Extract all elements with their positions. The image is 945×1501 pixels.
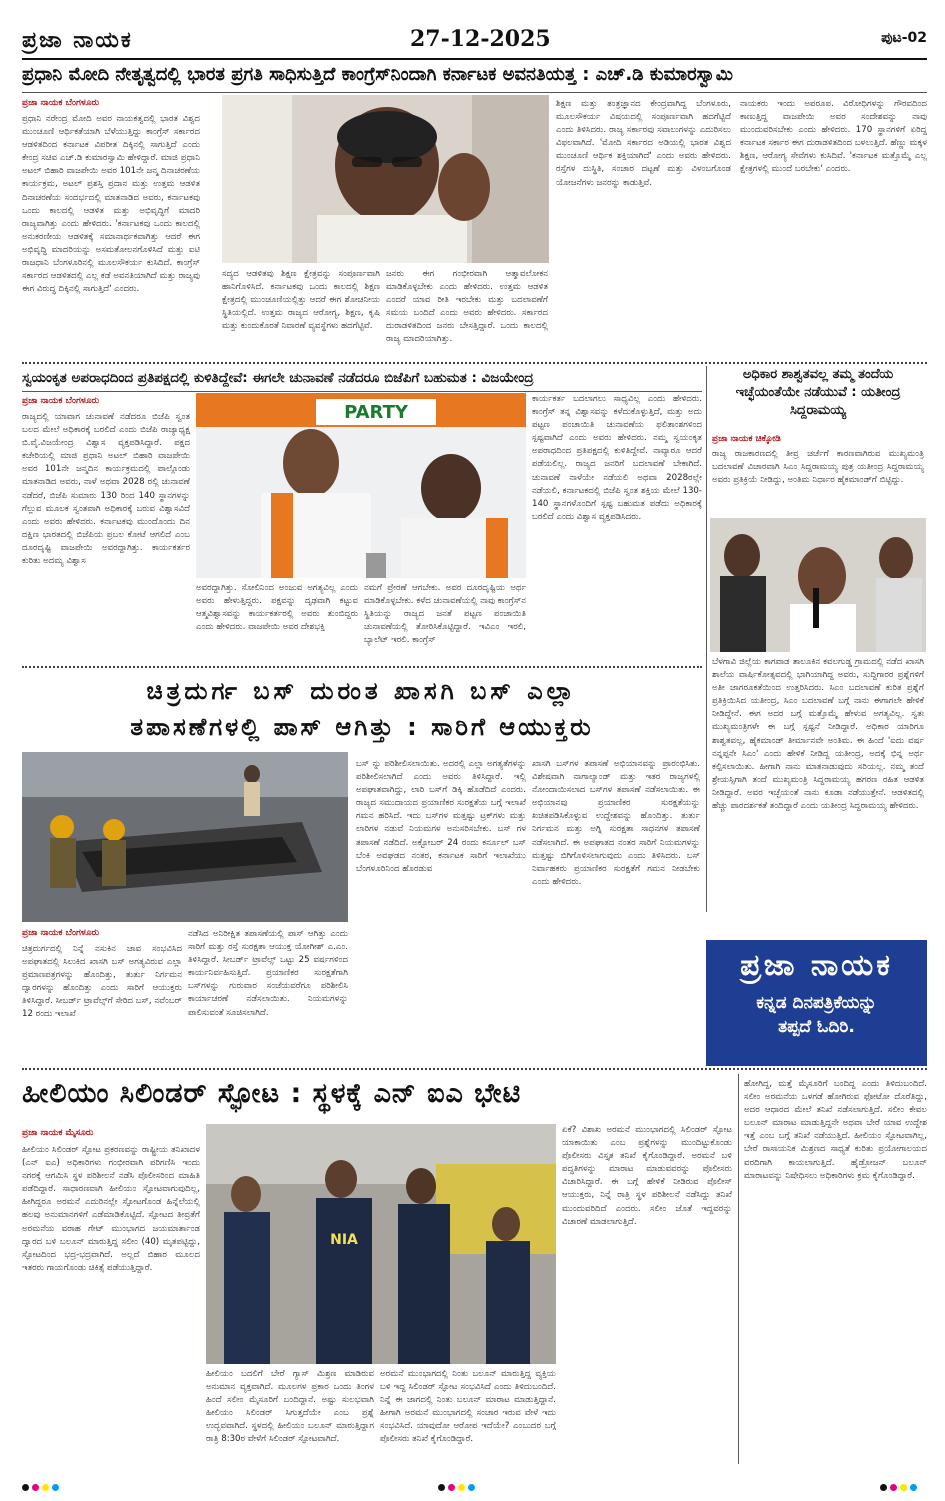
article3-dateline: ಪ್ರಜಾ ನಾಯಕ ಚಿಕ್ಕೋಡಿ: [712, 434, 781, 444]
article2-dateline: ಪ್ರಜಾ ನಾಯಕ ಬೆಂಗಳೂರು: [22, 396, 100, 406]
article3-body: [712, 656, 924, 912]
article5-col2-text: ಹೀಲಿಯಂ ಬದಲಿಗೆ ಬೇರೆ ಗ್ಯಾಸ್ ಮಿಶ್ರಣ ಮಾಡಿರುವ ಅನುಮಾನ ವ್ಯಕ್ತವಾಗಿದೆ. ಮೂಲಗಳ ಪ್ರಕಾರ ಒಂದು ತಿಂಗಳ ಹಿಂದೆ ಸಲೀಂ ಮೈಸೂರಿಗೆ ಬಂದಿದ್ದಾನೆ. ಅಷ್ಟು ಸುಲಭವಾಗಿ ಹೀಲಿಯಂ ಸಿಲಿಂಡರ್ ಸಿಗುತ್ತದೆಯೇ ಎಂಬ ಪ್ರಶ್ನೆ ಉದ್ಭವವಾಗಿದೆ. ಸ್ಥಳದಲ್ಲಿ ಹೀಲಿಯಂ ಬಲೂನ್ ಮಾರುತ್ತಿದ್ದಾಗ ರಾತ್ರಿ 8:30ರ ವೇಳೆಗೆ ಸಿಲಿಂಡರ್ ಸ್ಫೋಟವಾಗಿದೆ.: [206, 1369, 374, 1445]
issue-date: 27-12-2025: [410, 26, 551, 52]
newspaper-brand: ಪ್ರಜಾ ನಾಯಕ: [22, 28, 133, 53]
article4-dateline: ಪ್ರಜಾ ನಾಯಕ ಬೆಂಗಳೂರು: [22, 928, 100, 938]
article4-headline-line2: ತಪಾಸಣೆಗಳಲ್ಲಿ ಪಾಸ್ ಆಗಿತ್ತು : ಸಾರಿಗೆ ಆಯುಕ್ತರು: [130, 713, 594, 741]
masthead: [22, 26, 927, 54]
article5-col1: [22, 1144, 200, 1464]
article4-headline-line1: ಚಿತ್ರದುರ್ಗ ಬಸ್ ದುರಂತ ಖಾಸಗಿ ಬಸ್ ಎಲ್ಲಾ: [146, 677, 578, 705]
article2-headline: ಸ್ವಯಂಕೃತ ಅಪರಾಧದಿಂದ ಪ್ರತಿಪಕ್ಷದಲ್ಲಿ ಕುಳಿತಿದ್ದೇವೆ: ಈಗಲೇ ಚುನಾವಣೆ ನಡೆದರೂ ಬಿಜೆಪಿಗೆ ಬಹುಮತ : ವಿಜಯೇಂದ್ರ: [22, 370, 534, 386]
article5-dateline: ಪ್ರಜಾ ನಾಯಕ ಮೈಸೂರು: [22, 1128, 94, 1138]
article1-col2-text: ಸದ್ಯದ ಆಡಳಿತವು ಶಿಕ್ಷಣ ಕ್ಷೇತ್ರವನ್ನು ಸಂಪೂರ್ಣವಾಗಿ ಹಾನಿಗೊಳಿಸಿದೆ. ಕರ್ನಾಟಕವು ಒಂದು ಕಾಲದಲ್ಲಿ ಶಿಕ್ಷಣ ಕ್ಷೇತ್ರದಲ್ಲಿ ಮುಂಚೂಣಿಯಲ್ಲಿತ್ತು ಆದರೆ ಈಗ ಶೋಚನೀಯ ಸ್ಥಿತಿಯಲ್ಲಿದೆ. ಉತ್ತಮ ರಾಜ್ಯದ ಆರೋಗ್ಯ, ಶಿಕ್ಷಣ, ಕೃಷಿ ಮತ್ತು ಕುಂದುಕೊರತೆ ನಿವಾರಣೆ ವ್ಯವಸ್ಥೆಗಳು ಹದಗೆಟ್ಟಿವೆ.: [222, 269, 380, 332]
article1-col4: [556, 98, 731, 354]
article1-col5-text: ನಾಯಕರು ಇಂದು ಅಪರೂಪ. ವಿರೋಧಿಗಳನ್ನು ಗೌರವದಿಂದ ಕಾಣುತ್ತಿದ್ದ ವಾಜಪೇಯಿ ಅವರ ಸಂದೇಶವನ್ನು ನಾವು ಮುಂದುವರಿಸಬೇಕು ಎಂದು ಹೇಳಿದರು. 170 ಸ್ಥಾನಗಳಿಗೆ ಏರಿದ್ದ ಕರ್ನಾಟಕ ಸರ್ಕಾರ ಈಗ ದುರಾಡಳಿತದಿಂದ ಬಳಲುತ್ತಿದೆ. ಹೆಣ್ಣು ಮಕ್ಕಳ ಶಿಕ್ಷಣ, ಆರೋಗ್ಯ ಸೇವೆಗಳು ಕುಸಿದಿವೆ. 'ಕರ್ನಾಟಕ ಮತ್ತೊಮ್ಮೆ ಎಲ್ಲ ಕ್ಷೇತ್ರಗಳಲ್ಲಿ ಮುಂದೆ ಬರಬೇಕು' ಎಂದರು.: [740, 99, 927, 175]
article4-col1: [22, 943, 182, 1061]
nia-vest-text: NIA: [330, 1232, 358, 1248]
article2-col3-text: ನಮಗೆ ಪ್ರೇರಣೆ ಆಗಬೇಕು. ಅವರ ದೂರದೃಷ್ಟಿಯ ಅರ್ಥ ಮಾಡಿಕೊಳ್ಳಬೇಕು. ಕಳೆದ ಚುನಾವಣೆಯಲ್ಲಿ ನಾವು ಕಾಂಗ್ರೆಸ್‌ನ ಸ್ಥಿತಿಯನ್ನು ರಾಜ್ಯದ ಜನತೆ ಪಟ್ಟಣ ಪಂಚಾಯಿತಿ ಚುನಾವಣೆಯಲ್ಲಿ ತೋರಿಸಿಕೊಟ್ಟಿದ್ದಾರೆ. ಇವಿಎಂ ಇರಲಿ, ಬ್ಯಾಲೆಟ್ ಇರಲಿ. ಕಾಂಗ್ರೆಸ್: [364, 583, 526, 646]
article1-col3: [386, 268, 548, 354]
article2-col3: [364, 582, 526, 660]
divider: [22, 666, 702, 668]
article5-col3: [380, 1368, 556, 1464]
registration-marks-left: [22, 1476, 62, 1495]
article1-dateline: ಪ್ರಜಾ ನಾಯಕ ಬೆಂಗಳೂರು: [22, 98, 100, 108]
article1-col3-text: ಜನರು ಈಗ ಗಂಭೀರವಾಗಿ ಆತ್ಮಾವಲೋಕನ ಮಾಡಿಕೊಳ್ಳಬೇಕು ಎಂದು ಹೇಳಿದರು. ಉತ್ತಮ ಆಡಳಿತ ಎಂದರೆ ಯಾವ ರೀತಿ ಇರಬೇಕು ಮತ್ತು ಬದಲಾವಣೆಗೆ ಸಮಯ ಬಂದಿದೆ ಎಂದು ಅವರು ಹೇಳಿದರು. ಸರ್ಕಾರದ ದುರಾಡಳಿತದಿಂದ ಜನರು ಬೇಸತ್ತಿದ್ದಾರೆ. ಒಂದು ಕಾಲದಲ್ಲಿ ರಾಜ್ಯ ಮಾದರಿಯಾಗಿತ್ತು.: [386, 269, 548, 345]
divider: [22, 362, 927, 364]
promo-line2: ತಪ್ಪದೆ ಓದಿರಿ.: [778, 1017, 855, 1037]
article3-headline: ಅಧಿಕಾರ ಶಾಶ್ವತವಲ್ಲ ತಮ್ಮ ತಂದೆಯ ಇಚ್ಛೆಯಂತೆಯೇ ನಡೆಯುವೆ : ಯತೀಂದ್ರ ಸಿದ್ದರಾಮಯ್ಯ: [735, 367, 901, 418]
promo-line1: ಕನ್ನಡ ದಿನಪತ್ರಿಕೆಯನ್ನು: [756, 993, 877, 1013]
divider: [22, 92, 927, 93]
party-banner-text: PARTY: [344, 402, 408, 423]
article4-photo: [22, 752, 348, 922]
article5-col5-text: ಹೋಗಿದ್ದ, ಮತ್ತೆ ಮೈಸೂರಿಗೆ ಬಂದಿದ್ದ ಎಂದು ತಿಳಿದುಬಂದಿದೆ. ಸಲೀಂ ಅರಮನೆಯ ಒಳಗಡೆ ಹೋಗಿರುವ ಫೋಟೋ ದೊರೆತಿದ್ದು, ಅದರ ಆಧಾರದ ಮೇಲೆ ತನಿಖೆ ನಡೆಸಲಾಗುತ್ತಿದೆ. ಸಲೀಂ ಕೇವಲ ಬಲೂನ್ ಮಾರಾಟ ಮಾಡುತ್ತಿದ್ದನೇ ಅಥವಾ ಬೇರೆ ಯಾವ ಉದ್ದೇಶ ಇತ್ತೆ ಎಂಬ ಬಗ್ಗೆ ತನಿಖೆ ನಡೆಯುತ್ತಿದೆ. ಹೀಲಿಯಂ ಸ್ಫೋಟವಾಗಿಲ್ಲ, ಬೇರೆ ರಾಸಾಯನಿಕ ಮಿಶ್ರಣದ ಸಾಧ್ಯತೆ ಕುರಿತು ಪ್ರಯೋಗಾಲಯದ ವರದಿಗಾಗಿ ಕಾಯಲಾಗುತ್ತಿದೆ. ಹೈಡ್ರೋಜನ್ ಬಲೂನ್ ಮಾರಾಟವನ್ನು ನಿಷೇಧಿಸಲು ಅಧಿಕಾರಿಗಳು ಕ್ರಮ ಕೈಗೊಂಡಿದ್ದಾರೆ.: [744, 1079, 927, 1181]
article2-col4: [532, 393, 702, 660]
divider: [22, 1068, 927, 1070]
article5-photo: [206, 1124, 556, 1364]
article5-headline: ಹೀಲಿಯಂ ಸಿಲಿಂಡರ್ ಸ್ಫೋಟ : ಸ್ಥಳಕ್ಕೆ ಎನ್ ಐಎ ಭೇಟಿ: [22, 1078, 522, 1109]
article2-col4-text: ಕಾರ್ಯಕರ್ತ ಬದಲಾಗಲು ಸಾಧ್ಯವಿಲ್ಲ ಎಂದು ಹೇಳಿದರು. ಕಾಂಗ್ರೆಸ್ ತನ್ನ ವಿಶ್ವಾಸವನ್ನು ಕಳೆದುಕೊಳ್ಳುತ್ತಿದೆ, ಮತ್ತು ಅದು ಪಟ್ಟಣ ಪಂಚಾಯಿತಿ ಚುನಾವಣೆಯ ಫಲಿತಾಂಶಗಳಿಂದ ಸ್ಪಷ್ಟವಾಗಿದೆ ಎಂದು ಅವರು ಹೇಳಿದರು. ನಮ್ಮ ಸ್ವಯಂಕೃತ ಅಪರಾಧದಿಂದ ಪ್ರತಿಪಕ್ಷದಲ್ಲಿ ಕುಳಿತಿದ್ದೇವೆ. ನಾವ್ಯಾರೂ ಆದರೆ ಪಡೆಯಲಿಲ್ಲ. ರಾಜ್ಯದ ಜನರಿಗೆ ಬದಲಾವಣೆ ಬೇಕಾಗಿದೆ. ಚುನಾವಣೆ ನಾಳೆಯೇ ನಡೆಯಲಿ ಅಥವಾ 2028ರಲ್ಲೇ ನಡೆಯಲಿ, ಕರ್ನಾಟಕದಲ್ಲಿ ಬಿಜೆಪಿ ಸ್ವಂತ ಶಕ್ತಿಯ ಮೇಲೆ 130-140 ಸ್ಥಾನಗಳೊಂದಿಗೆ ಸ್ಪಷ್ಟ ಬಹುಮತ ಪಡೆದು ಅಧಿಕಾರಕ್ಕೆ ಬರಲಿದೆ ಎಂದು ವಿಶ್ವಾಸ ವ್ಯಕ್ತಪಡಿಸಿದರು.: [532, 394, 702, 522]
article2-col1: [22, 411, 190, 659]
registration-marks-center: [438, 1476, 478, 1495]
article1-headline: ಪ್ರಧಾನಿ ಮೋದಿ ನೇತೃತ್ವದಲ್ಲಿ ಭಾರತ ಪ್ರಗತಿ ಸಾಧಿಸುತ್ತಿದೆ ಕಾಂಗ್ರೆಸ್‌ನಿಂದಾಗಿ ಕರ್ನಾಟಕ ಅವನತಿಯತ್ತ : ಎಚ್.ಡಿ ಕುಮಾರಸ್ವಾಮಿ: [22, 64, 733, 85]
promo-title: ಪ್ರಜಾ ನಾಯಕ: [740, 948, 893, 983]
article2-col1-text: ರಾಜ್ಯದಲ್ಲಿ ಯಾವಾಗ ಚುನಾವಣೆ ನಡೆದರೂ ಬಿಜೆಪಿ ಸ್ವಂತ ಬಲದ ಮೇಲೆ ಅಧಿಕಾರಕ್ಕೆ ಬರಲಿದೆ ಎಂದು ಬಿಜೆಪಿ ರಾಜ್ಯಾಧ್ಯಕ್ಷ ಬಿ.ವೈ.ವಿಜಯೇಂದ್ರ ವಿಶ್ವಾಸ ವ್ಯಕ್ತಪಡಿಸಿದ್ದಾರೆ. ಪಕ್ಷದ ಕಚೇರಿಯಲ್ಲಿ ಮಾಜಿ ಪ್ರಧಾನಿ ಅಟಲ್ ಬಿಹಾರಿ ವಾಜಪೇಯಿ ಅವರ 101ನೇ ಜನ್ಮದಿನ ಕಾರ್ಯಕ್ರಮದಲ್ಲಿ ಪಾಲ್ಗೊಂಡು ಮಾತನಾಡಿದ ಅವರು, ನಾಳೆ ಅಥವಾ 2028 ರಲ್ಲಿ ಚುನಾವಣೆ ನಡೆದರೆ, ಬಿಜೆಪಿ ಸುಮಾರು 130 ರಿಂದ 140 ಸ್ಥಾನಗಳನ್ನು ಗೆಲ್ಲುವ ಮೂಲಕ ಸ್ವಂತವಾಗಿ ಅಧಿಕಾರಕ್ಕೆ ಬರುವ ವಿಶ್ವಾಸವಿದೆ ಎಂದು ಅವರು ಹೇಳಿದರು. ಕರ್ನಾಟಕವು ಮುಂದೊಂದು ದಿನ ದಕ್ಷಿಣ ಭಾರತದಲ್ಲಿ ಬಿಜೆಪಿಯ ಪ್ರಬಲ ಕೋಟೆ ಆಗಲಿದೆ ಎಂಬ ದೂರದೃಷ್ಟಿ ವಾಜಪೇಯಿ ಅವರದ್ದಾಗಿತ್ತು. ಕಾರ್ಯಕರ್ತರ ಕುರಿತು ಅದಮ್ಯ ವಿಶ್ವಾಸ: [22, 412, 190, 567]
article3-intro-text: ರಾಜ್ಯ ರಾಜಕಾರಣದಲ್ಲಿ ತೀವ್ರ ಚರ್ಚೆಗೆ ಕಾರಣವಾಗಿರುವ ಮುಖ್ಯಮಂತ್ರಿ ಬದಲಾವಣೆ ವಿಚಾರವಾಗಿ ಸಿಎಂ ಸಿದ್ದರಾಮಯ್ಯ ಪುತ್ರ ಯತೀಂದ್ರ ಸಿದ್ದರಾಮಯ್ಯ ಅವರು ಪ್ರತಿಕ್ರಿಯೆ ನೀಡಿದ್ದು, ಅಂತಿಮ ನಿರ್ಧಾರ ಹೈಕಮಾಂಡ್‌ಗೆ ಬಿಟ್ಟಿದ್ದು.: [712, 449, 924, 486]
article4-col3-text: ಬಸ್ ನ್ನು ಪರಿಶೀಲಿಸಲಾಯಿತು. ಅದರಲ್ಲಿ ಎಲ್ಲಾ ಅಗತ್ಯತೆಗಳನ್ನು ಪರಿಶೀಲಿಸಲಾಗಿದೆ ಎಂದು ಅವರು ತಿಳಿಸಿದ್ದಾರೆ. ಇಲ್ಲಿ ಅಪಘಾತವಾಗಿದ್ದು, ಲಾರಿ ಬಸ್‌ಗೆ ಡಿಕ್ಕಿ ಹೊಡೆದಿದೆ ಎಂದರು. ರಾಜ್ಯದ ಸಮುದಾಯದ ಪ್ರಯಾಣಿಕರ ಸುರಕ್ಷತೆಯ ಬಗ್ಗೆ ಇಲಾಖೆ ಗಮನ ಹರಿಸಿದೆ. ಇದು ಬಸ್‌ಗಳ ಮತ್ತಷ್ಟು ಟ್ರಕ್‌ಗಳು ಮತ್ತು ಲಾರಿಗಳ ನಡುವೆ ನಿಯಮಗಳ ಅನುಸರಿಸಬೇಕು. ಬಸ್ ಗಳ ತಪಾಸಣೆ ನಡೆದಿದೆ. ಅಕ್ಟೋಬರ್ 24 ರಂದು ಕರ್ನೂಲ್ ಬಸ್ ಬೆಂಕಿ ಅವಘಡದ ನಂತರ, ಕರ್ನಾಟಕ ಸಾರಿಗೆ ಇಲಾಖೆಯು ಬೆಂಗಳೂರಿನಿಂದ ಹೊರಡುವ: [356, 759, 526, 874]
article3-body-text: ಬೆಳಗಾವಿ ಜಿಲ್ಲೆಯ ಕಾಗವಾಡ ತಾಲೂಕಿನ ಕವಲಗುಡ್ಡ ಗ್ರಾಮದಲ್ಲಿ ನಡೆದ ಖಾಸಗಿ ಶಾಲೆಯ ವಾರ್ಷಿಕೋತ್ಸವದಲ್ಲಿ ಭಾಗಿಯಾಗಿದ್ದ ಅವರು, ಸುದ್ದಿಗಾರರ ಪ್ರಶ್ನೆಗಳಿಗೆ ಅತೀ ಜಾಗರೂಕತೆಯಿಂದ ಉತ್ತರಿಸಿದರು. ಸಿಎಂ ಬದಲಾವಣೆ ಕುರಿತ ಪ್ರಶ್ನೆಗೆ ಪ್ರತಿಕ್ರಿಯಿಸಿದ ಯತೀಂದ್ರ, ಸಿಎಂ ಬದಲಾವಣೆ ಬಗ್ಗೆ ನಾನು ಈಗಾಗಲೇ ಹೇಳಿಕೆ ನೀಡಿದ್ದೇನೆ. ಈಗ ಅದರ ಬಗ್ಗೆ ಮತ್ತೊಮ್ಮೆ ಹೇಳುವ ಅಗತ್ಯವಿಲ್ಲ. ಸ್ವತಃ ಮುಖ್ಯಮಂತ್ರಿಗಳೇ ಈ ಬಗ್ಗೆ ಸ್ಪಷ್ಟನೆ ನೀಡಿದ್ದಾರೆ. ಅಧಿಕಾರ ಯಾರಿಗೂ ಶಾಶ್ವತವಲ್ಲ, ಹೈಕಮಾಂಡ್ ತೀರ್ಮಾನವೇ ಅಂತಿಮ. ಈ ಹಿಂದೆ 'ಐದು ವರ್ಷ ನನ್ನಪ್ಪನೇ ಸಿಎಂ' ಎಂದು ಹೇಳಿಕೆ ನೀಡಿದ್ದ ಯತೀಂದ್ರ, ಅದಕ್ಕೆ ಭಿನ್ನ ಅರ್ಥ ಕಲ್ಪಿಸಲಾಯಿತು. ಹೀಗಾಗಿ ನಾನು ಮಾತನಾಡುವುದು ಸರಿಯಲ್ಲ. ನಮ್ಮ ತಂದೆ ಶ್ರೇಯಸ್ಸಿಗಾಗಿ ತಂದೆ ಮುಖ್ಯಮಂತ್ರಿ ಸಿದ್ದರಾಮಯ್ಯ ಹಗರಣ ರಹಿತ ಆಡಳಿತ ನೀಡಿದ್ದಾರೆ. ಅವರ ಇಚ್ಛೆಯಂತೆ ನಾನು ಕೂಡಾ ನಡೆಯುತ್ತೇನೆ. ಆಡಳಿತದಲ್ಲಿ ಹೆಚ್ಚು ಪಾರದರ್ಶಕತೆ ತಂದಿದ್ದಾರೆ ಎಂದು ಯತೀಂದ್ರ ಸಿದ್ದರಾಮಯ್ಯ ಹೇಳಿದರು.: [712, 657, 924, 812]
article3-photo: [710, 518, 926, 652]
article5-col5: [744, 1078, 927, 1464]
article1-col4-text: ಶಿಕ್ಷಣ ಮತ್ತು ತಂತ್ರಜ್ಞಾನದ ಕೇಂದ್ರವಾಗಿದ್ದ ಬೆಂಗಳೂರು, ಮೂಲಸೌಕರ್ಯ ವಿಷಯದಲ್ಲಿ ಸಂಪೂರ್ಣವಾಗಿ ಹದಗೆಟ್ಟಿದೆ ಎಂದು ತಿಳಿಸಿದರು. ರಾಜ್ಯ ಸರ್ಕಾರವು ಸವಾಲುಗಳನ್ನು ಎದುರಿಸಲು ವಿಫಲವಾಗಿದೆ. 'ಮೋದಿ ಸರ್ಕಾರದ ಅಡಿಯಲ್ಲಿ ಭಾರತ ವಿಶ್ವದ ಮುಂಚೂಣಿ ಆರ್ಥಿಕ ಶಕ್ತಿಯಾಗಿದೆ' ಎಂದು ಅವರು ಹೇಳಿದರು. ರಸ್ತೆಗಳ ದುಸ್ಥಿತಿ, ಸಂಚಾರ ದಟ್ಟಣೆ ಮತ್ತು ವಿಳಂಬಗೊಂಡ ಯೋಜನೆಗಳು ಜನರನ್ನು ಕಾಡುತ್ತಿವೆ.: [556, 99, 731, 188]
article1-col1: [22, 113, 200, 353]
column-divider: [706, 366, 707, 912]
divider: [22, 391, 702, 392]
article5-col2: [206, 1368, 374, 1464]
article5-col4-text: ಏಕೆ? ವಿಶಾಖ ಅರಮನೆ ಮುಂಭಾಗದಲ್ಲಿ ಸಿಲಿಂಡರ್ ಸ್ಫೋಟ ಯಾಕಾಯಿತು ಎಂಬ ಪ್ರಶ್ನೆಗಳನ್ನು ಮುಂದಿಟ್ಟುಕೊಂಡು ಪೊಲೀಸರು ವಿಸ್ತೃತ ತನಿಖೆ ಕೈಗೊಂಡಿದ್ದಾರೆ. ಅರಮನೆ ಬಳಿ ಪದ್ಧತಿಗಳನ್ನು ಮಾರಾಟ ಮಾಡುವವರನ್ನು ಪೊಲೀಸರು ವಿಚಾರಿಸಿದ್ದಾರೆ. ಈ ಬಗ್ಗೆ ಹೇಳಿಕೆ ನೀಡಿರುವ ಪೊಲೀಸ್ ಆಯುಕ್ತರು, ನಿನ್ನೆ ರಾತ್ರಿ ಸ್ಥಳ ಪರಿಶೀಲನೆ ನಡೆಸಿದ್ದು ತನಿಖೆ ಮುಂದುವರಿದಿದೆ ಎಂದರು. ಸಲೀಂ ಜೊತೆ ಇದ್ದವರನ್ನು ವಿಚಾರಣೆ ಮಾಡಲಾಗುತ್ತಿದೆ.: [562, 1125, 732, 1227]
article4-col2-text: ನಡೆಸಿದ ಅನಿರೀಕ್ಷಿತ ತಪಾಸಣೆಯಲ್ಲಿ ಪಾಸ್ ಆಗಿತ್ತು ಎಂದು ಸಾರಿಗೆ ಮತ್ತು ರಸ್ತೆ ಸುರಕ್ಷತಾ ಆಯುಕ್ತ ಯೋಗೀಶ್ ಎ.ಎಂ. ತಿಳಿಸಿದ್ದಾರೆ. ಸೀಬರ್ಡ್ ಟ್ರಾವೆಲ್ಸ್ ಒಟ್ಟು 25 ವರ್ಷಗಳಿಂದ ಕಾರ್ಯನಿರ್ವಹಿಸುತ್ತಿದೆ. ಪ್ರಯಾಣಿಕರ ಸುರಕ್ಷತೆಗಾಗಿ ಬಸ್‌ಗಳನ್ನು ಗುರುವಾರ ಸಂಜೆಯವರೆಗೂ ಪರಿಶೀಲಿಸಿ ಕಾರ್ಯಾಚರಣೆ ನಡೆಸಲಾಯಿತು. ನಿಯಮಗಳನ್ನು ಪಾಲಿಸುವಂತೆ ಸೂಚಿಸಲಾಗಿದೆ.: [188, 929, 348, 1018]
article4-col3: [356, 758, 526, 1061]
registration-marks-right: [880, 1476, 920, 1495]
article5-col1-text: ಹೀಲಿಯಂ ಸಿಲಿಂಡರ್ ಸ್ಫೋಟ ಪ್ರಕರಣವನ್ನು ರಾಷ್ಟ್ರೀಯ ತನಿಖಾದಳ (ಎನ್ ಐಎ) ಅಧಿಕಾರಿಗಳು ಗಂಭೀರವಾಗಿ ಪರಿಗಣಿಸಿ ಇಂದು ನಗರಕ್ಕೆ ಆಗಮಿಸಿ ಸ್ಥಳ ಪರಿಶೀಲನೆ ನಡೆಸಿ ಪೊಲೀಸರಿಂದ ಮಾಹಿತಿ ಪಡೆದಿದ್ದಾರೆ. ಸಾಧಾರಣವಾಗಿ ಹೀಲಿಯಂ ಸ್ಫೋಟವಾಗುವುದಿಲ್ಲ, ಹೀಗಿದ್ದರೂ ಅರಮನೆ ಎದುರಿನಲ್ಲೇ ಸ್ಫೋಟಗೊಂಡ ಹಿನ್ನೆಲೆಯಲ್ಲಿ ಹಲವು ಅನುಮಾನಗಳಿಗೆ ಎಡೆಮಾಡಿಕೊಟ್ಟಿದೆ. ಸ್ಫೋಟದ ತೀವ್ರತೆಗೆ ಅರಮನೆಯ ವರಾಹ ಗೇಟ್ ಮುಂಭಾಗದ ಜಯಮಾರ್ತಾಂಡ ದ್ವಾರದ ಬಳಿ ಬಲೂನ್ ಮಾರುತ್ತಿದ್ದ ಸಲೀಂ (40) ಮೃತಪಟ್ಟಿದ್ದು, ಸ್ಫೋಟದಿಂದ ಭದ್ರ-ಭದ್ರವಾಗಿದೆ. ಅಲ್ಲದೆ ಬಿಹಾರ ಮೂಲದ ಇತರರು ಗಾಯಗೊಂಡು ಚಿಕಿತ್ಸೆ ಪಡೆಯುತ್ತಿದ್ದಾರೆ.: [22, 1145, 200, 1273]
article4-col4: [532, 758, 700, 1061]
article4-col2: [188, 928, 348, 1061]
article3-intro: [712, 448, 924, 514]
article5-col4: [562, 1124, 732, 1464]
article2-col2: [196, 582, 358, 660]
article1-col1-text: ಪ್ರಧಾನಿ ನರೇಂದ್ರ ಮೋದಿ ಅವರ ನಾಯಕತ್ವದಲ್ಲಿ ಭಾರತ ವಿಶ್ವದ ಮುಂಚೂಣಿ ಆರ್ಥಿಕತೆಯಾಗಿ ಬೆಳೆಯುತ್ತಿದ್ದು ಕಾಂಗ್ರೆಸ್ ಸರ್ಕಾರದ ಆಡಳಿತದಿಂದ ಕರ್ನಾಟಕ ವಿಪರೀತ ದಿಕ್ಕಿನಲ್ಲಿ ಸಾಗುತ್ತಿದೆ ಎಂದು ಕೇಂದ್ರ ಸಚಿವ ಎಚ್.ಡಿ ಕುಮಾರಸ್ವಾಮಿ ಹೇಳಿದ್ದಾರೆ. ಮಾಜಿ ಪ್ರಧಾನಿ ಅಟಲ್ ಬಿಹಾರಿ ವಾಜಪೇಯಿ ಅವರ 101ನೇ ಜನ್ಮ ದಿನಾಚರಣೆಯ ಕಾರ್ಯಕ್ರಮ, ಅಟಲ್ ಪ್ರಶಸ್ತಿ ಪ್ರದಾನ ಮತ್ತು ಉತ್ತಮ ಆಡಳಿತ ದಿನಾಚರಣೆಯ ಸಂದರ್ಭದಲ್ಲಿ ಮಾತನಾಡಿದ ಅವರು, ಕರ್ನಾಟಕವು ಒಂದು ಕಾಲದಲ್ಲಿ ಆಡಳಿತ ಮತ್ತು ಅಭಿವೃದ್ಧಿಗೆ ಮಾದರಿ ರಾಜ್ಯವಾಗಿತ್ತು ಎಂದು ಹೇಳಿದರು. 'ಕರ್ನಾಟಕವು ಒಂದು ಕಾಲದಲ್ಲಿ ಅನುಕರಣೀಯ ಆಡಳಿತಕ್ಕೆ ಸಮಾನಾರ್ಥಕವಾಗಿತ್ತು ಆದರೆ ಈಗ ಅಭಿವೃದ್ಧಿ ಮಾದರಿಯನ್ನು ಅಸಮತೋಲನಗೊಳಿಸಿದೆ ಮತ್ತು ಐಟಿ ರಾಜಧಾನಿ ಬೆಂಗಳೂರಿನಲ್ಲಿ ಮೂಲಸೌಕರ್ಯ ಕುಸಿದಿದೆ. ಕಾಂಗ್ರೆಸ್ ಸರ್ಕಾರದ ಆಡಳಿತದಲ್ಲಿ ಎಲ್ಲ ಕಡೆ ಅವನತಿಯಾಗಿದೆ ಮತ್ತು ರಾಜ್ಯವು ಈಗ ವಿರುದ್ಧ ದಿಕ್ಕಿನಲ್ಲಿ ಸಾಗುತ್ತಿದೆ' ಎಂದರು.: [22, 114, 200, 295]
article1-photo: [222, 95, 549, 263]
article2-col2-text: ಅವರದ್ದಾಗಿತ್ತು. ಸೋಲಿನಿಂದ ಅಂಜುವ ಅಗತ್ಯವಿಲ್ಲ ಎಂದು ಅವರು ಹೇಳುತ್ತಿದ್ದರು. ಪಕ್ಷವನ್ನು ದೃಢವಾಗಿ ಕಟ್ಟುವ ಆತ್ಮವಿಶ್ವಾಸವನ್ನು ಕಾರ್ಯಕರ್ತರಲ್ಲಿ ಅವರು ತುಂಬಿದ್ದರು ಎಂದು ಹೇಳಿದರು. ವಾಜಪೇಯಿ ಅವರ ದೇಶಭಕ್ತಿ: [196, 583, 358, 633]
article1-col5: [740, 98, 927, 354]
article2-photo: [196, 393, 526, 578]
subscribe-promo: [706, 940, 927, 1066]
article5-col3-text: ಅರಮನೆ ಮುಂಭಾಗದಲ್ಲಿ ನಿಂತು ಬಲೂನ್ ಮಾರುತ್ತಿದ್ದ ವ್ಯಕ್ತಿಯ ಬಳಿ ಇದ್ದ ಸಿಲಿಂಡರ್ ಸ್ಫೋಟ ಸಂಭವಿಸಿದೆ ಎಂದು ತಿಳಿದುಬಂದಿದೆ. ನಿನ್ನೆ ಈ ಜಾಗದಲ್ಲಿ ನಿಂತು ಬಲೂನ್ ಮಾರಾಟ ಮಾಡುತ್ತಿದ್ದಾನೆ. ಹೀಗಾಗಿ ಅರಮನೆ ಮುಂಭಾಗದಲ್ಲಿ ಸಂಚಾರ ಇರುವ ವೇಳೆ ಇದು ಸಂಭವಿಸಿದೆ. ಯಾವುದೋ ಆರೋಪ ಇದೆಯೇ? ಎಂಬುದರ ಬಗ್ಗೆ ಪೊಲೀಸರು ತನಿಖೆ ಕೈಗೊಂಡಿದ್ದಾರೆ.: [380, 1369, 556, 1445]
column-divider: [738, 1074, 739, 1464]
page-number: ಪುಟ-02: [881, 30, 927, 46]
article4-col1-text: ಚಿತ್ರದುರ್ಗದಲ್ಲಿ ನಿನ್ನೆ ನಸುಕಿನ ಜಾವ ಸಂಭವಿಸಿದ ಅಪಘಾತದಲ್ಲಿ ಸಿಲುಕಿದ ಖಾಸಗಿ ಬಸ್ ಅಗತ್ಯವಿರುವ ಎಲ್ಲಾ ಪ್ರಮಾಣಪತ್ರಗಳನ್ನು ಹೊಂದಿತ್ತು, ತುರ್ತು ನಿರ್ಗಮನ ದ್ವಾರಗಳನ್ನು ಹೊಂದಿತ್ತು ಎಂದು ಸಾರಿಗೆ ಆಯುಕ್ತರು ತಿಳಿಸಿದ್ದಾರೆ. ಸೀಬರ್ಡ್ ಟ್ರಾವೆಲ್ಸ್‌ಗೆ ಸೇರಿದ ಬಸ್, ನವೆಂಬರ್ 12 ರಂದು ಇಲಾಖೆ: [22, 944, 182, 1020]
article1-col2: [222, 268, 380, 354]
article4-col4-text: ಖಾಸಗಿ ಬಸ್‌ಗಳ ತಪಾಸಣೆ ಅಭಿಯಾನವನ್ನು ಪ್ರಾರಂಭಿಸಿತು. ವಿಶೇಷವಾಗಿ ನಾಗಾಲ್ಯಾಂಡ್ ಮತ್ತು ಇತರ ರಾಜ್ಯಗಳಲ್ಲಿ ನೋಂದಾಯಿಸಲಾದ ಬಸ್‌ಗಳ ತಪಾಸಣೆ ನಡೆಸಲಾಯಿತು. ಈ ಅಭಿಯಾನವು ಪ್ರಯಾಣಿಕರ ಸುರಕ್ಷತೆಯನ್ನು ಖಚಿತಪಡಿಸಿಕೊಳ್ಳುವ ಉದ್ದೇಶವನ್ನು ಹೊಂದಿತ್ತು. ತುರ್ತು ನಿರ್ಗಮನ ಮತ್ತು ಅಗ್ನಿ ಸುರಕ್ಷತಾ ಸಾಧನಗಳ ತಪಾಸಣೆ ನಡೆಸಲಾಗಿದೆ. ಈ ಅಪಘಾತದ ನಂತರ ಸಾರಿಗೆ ನಿಯಮಗಳನ್ನು ಮತ್ತಷ್ಟು ಬಿಗಿಗೊಳಿಸಲಾಗುವುದು ಎಂದು ತಿಳಿಸಿದರು. ಬಸ್ ನಿರ್ವಾಹಕರು ಪ್ರಯಾಣಿಕರ ಸುರಕ್ಷತೆಗೆ ಗಮನ ನೀಡಬೇಕು ಎಂದು ಹೇಳಿದರು.: [532, 759, 700, 887]
